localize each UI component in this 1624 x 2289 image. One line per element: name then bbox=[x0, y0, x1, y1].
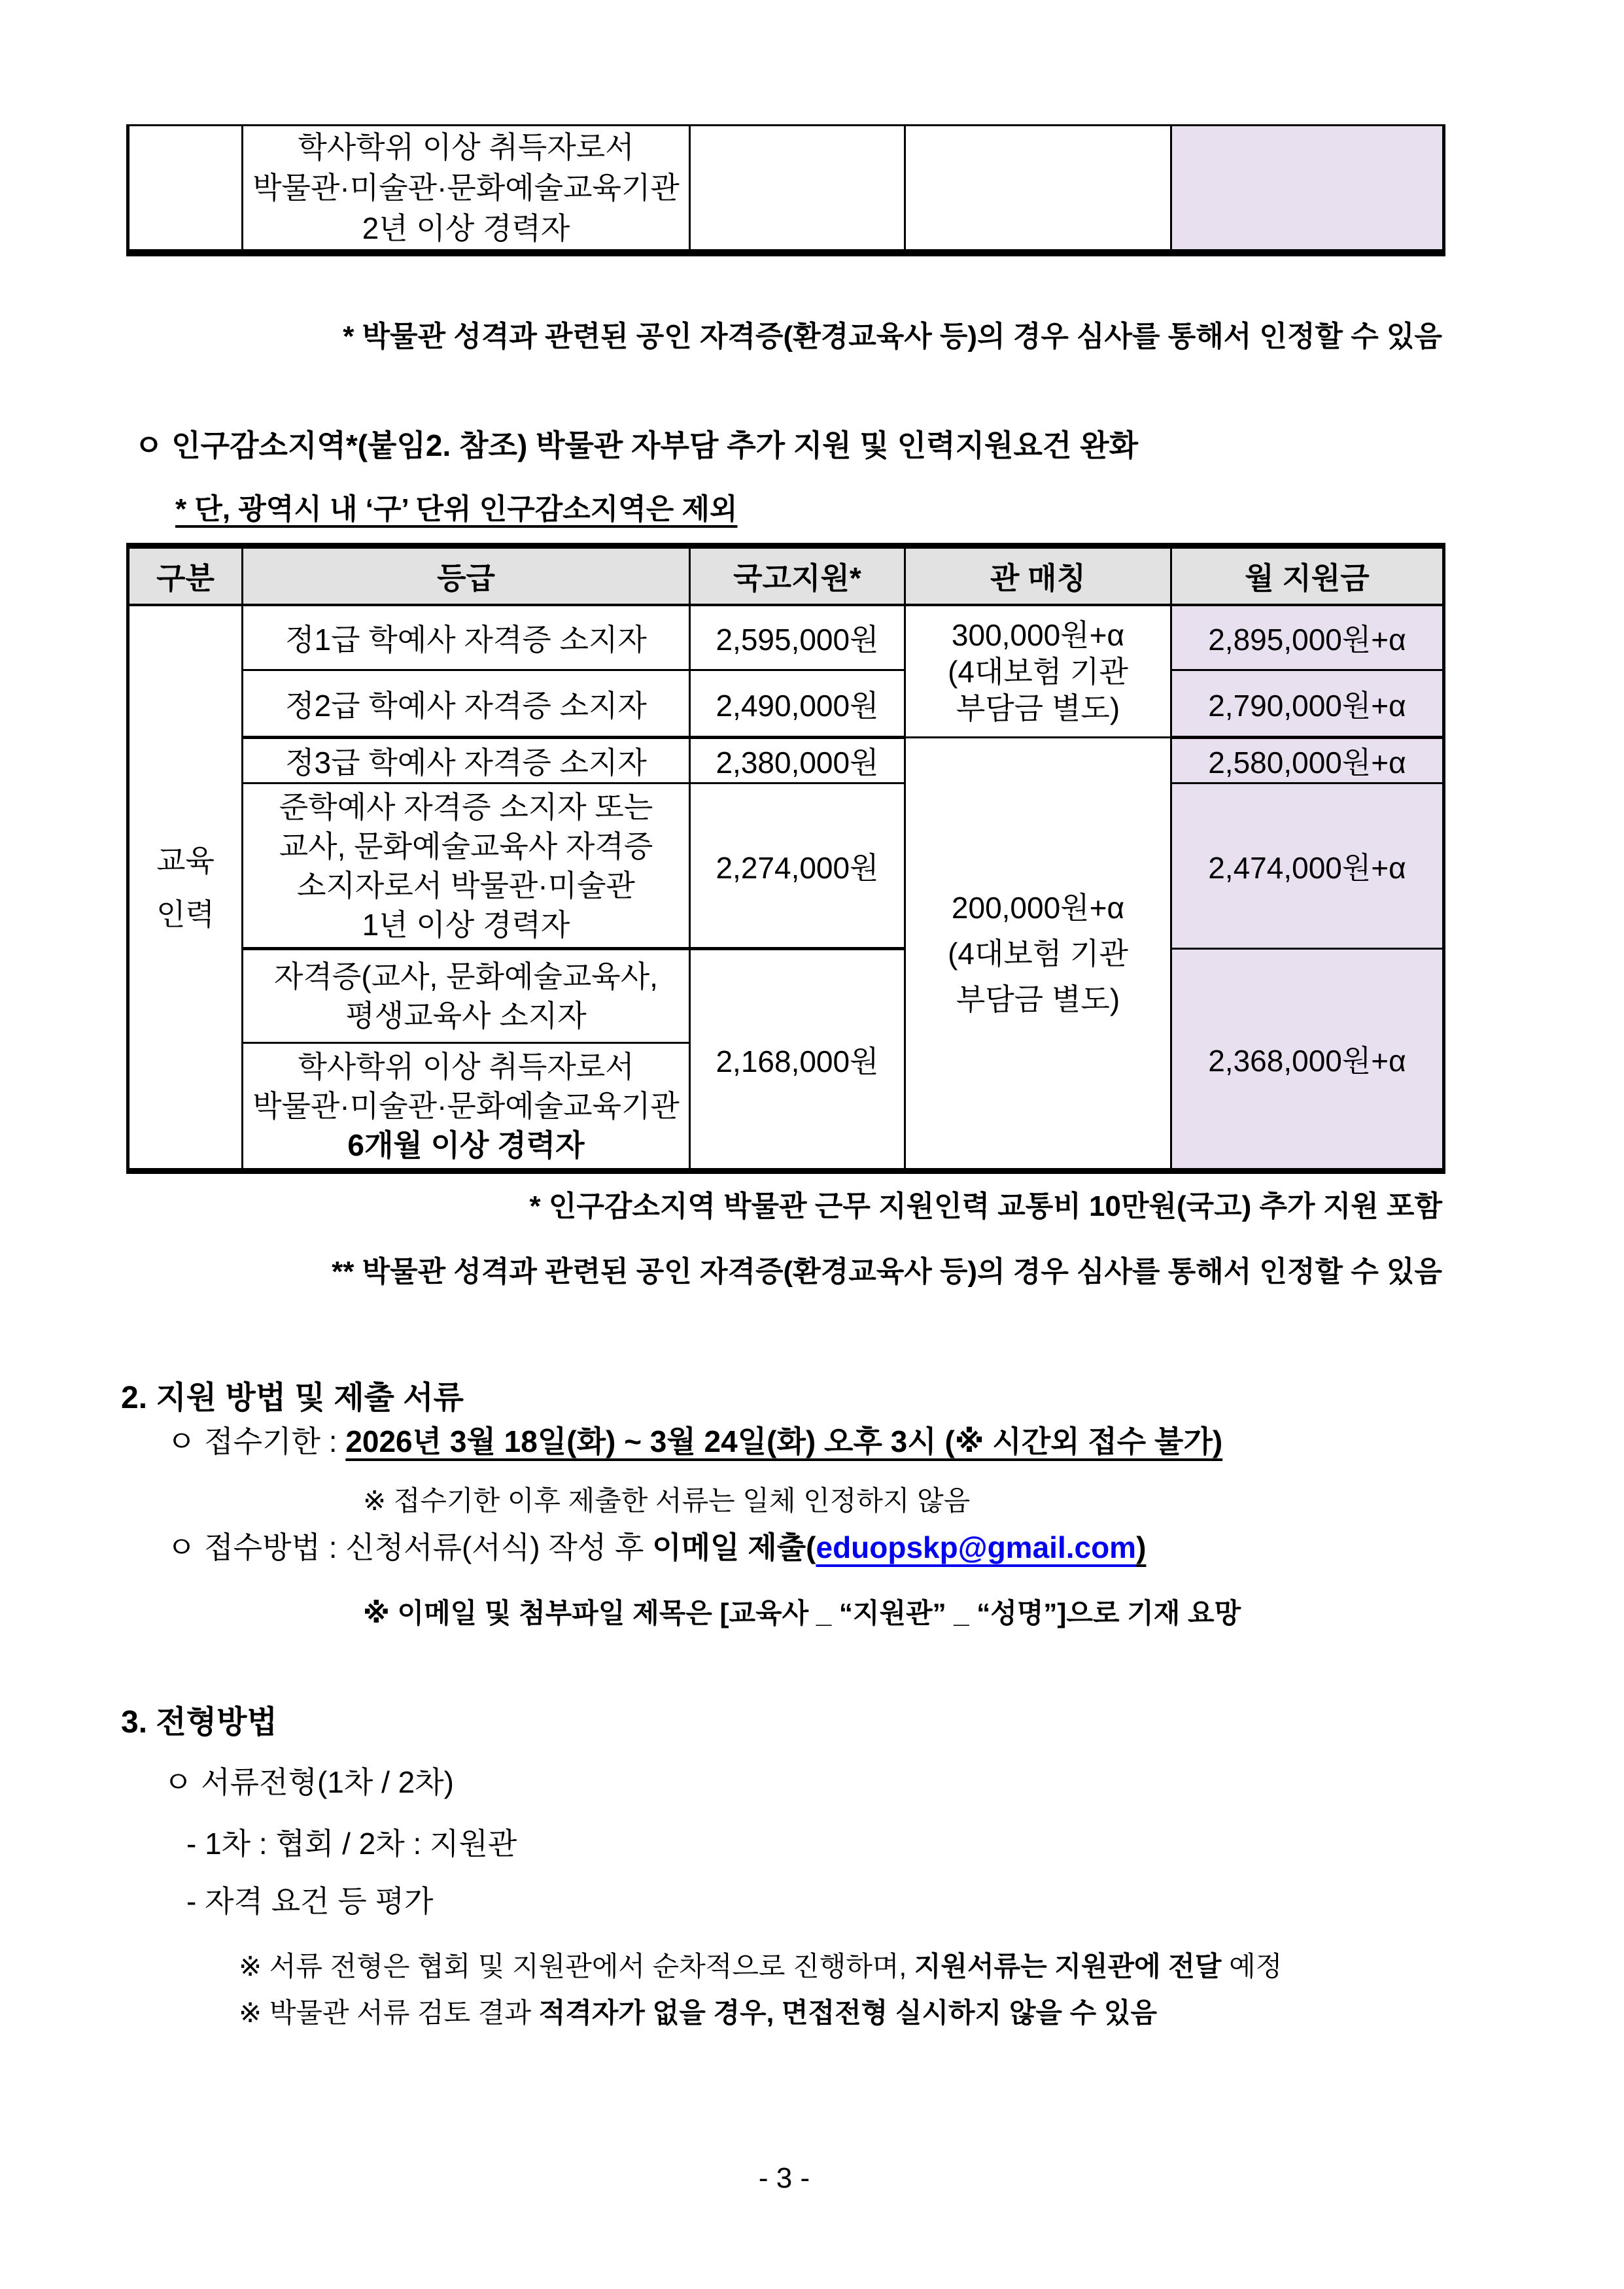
fragment-cell-monthly bbox=[1171, 126, 1444, 253]
method-close-paren: ) bbox=[1136, 1530, 1147, 1564]
table-row bbox=[128, 670, 1444, 738]
deadline-note: ※ 접수기한 이후 제출한 서류는 일체 인정하지 않음 bbox=[363, 1485, 971, 1516]
table-note-2: ** 박물관 성격과 관련된 공인 자격증(환경교육사 등)의 경우 심사를 통해서 인정할 수 있음 bbox=[332, 1256, 1442, 1288]
fragment-cell-grade bbox=[243, 126, 690, 253]
fragment-grade-line: 박물관·미술관·문화예술교육기관 bbox=[252, 171, 680, 205]
cell-grade-4: 준학예사 자격증 소지자 또는 교사, 문화예술교육사 자격증 소지자로서 박물관·미술관 1년 이상 경력자 bbox=[243, 783, 690, 949]
cell-gov-5-6: 2,168,000원 bbox=[690, 949, 905, 1171]
deadline-line bbox=[167, 1418, 1222, 1461]
fragment-grade-line: 학사학위 이상 취득자로서 bbox=[298, 130, 634, 164]
cell-grade-3: 정3급 학예사 자격증 소지자 bbox=[243, 738, 690, 783]
deadline-label: ㅇ 접수기한 : bbox=[167, 1424, 346, 1458]
table-note-1: * 인구감소지역 박물관 근무 지원인력 교통비 10만원(국고) 추가 지원 포함 bbox=[529, 1190, 1442, 1222]
cell-grade-6: 학사학위 이상 취득자로서 박물관·미술관·문화예술교육기관 6개월 이상 경력자 bbox=[243, 1043, 690, 1171]
fragment-cell-gov bbox=[690, 126, 905, 253]
cell-category-education: 교육 인력 bbox=[128, 605, 243, 1171]
section3-item-document-screening: ㅇ 서류전형(1차 / 2차) bbox=[164, 1765, 454, 1799]
population-section-subnote: * 단, 광역시 내 ‘구’ 단위 인구감소지역은 제외 bbox=[175, 493, 738, 525]
table-row bbox=[128, 783, 1444, 949]
cell-monthly-3: 2,580,000원+α bbox=[1171, 738, 1444, 783]
section3-item-evaluation: - 자격 요건 등 평가 bbox=[186, 1884, 434, 1918]
header-grade: 등급 bbox=[243, 546, 690, 606]
section2-title: 2. 지원 방법 및 제출 서류 bbox=[121, 1381, 464, 1415]
deadline-value: 2026년 3월 18일(화) ~ 3월 24일(화) 오후 3시 (※ 시간외 접수 불가) bbox=[345, 1424, 1223, 1458]
section3-title: 3. 전형방법 bbox=[121, 1705, 277, 1740]
fragment-cell-matching bbox=[905, 126, 1171, 253]
cell-grade-2: 정2급 학예사 자격증 소지자 bbox=[243, 670, 690, 738]
cell-monthly-4: 2,474,000원+α bbox=[1171, 783, 1444, 949]
fragment-row bbox=[128, 126, 1444, 253]
method-line bbox=[167, 1524, 1146, 1567]
method-label: ㅇ 접수방법 : 신청서류(서식) 작성 후 bbox=[167, 1530, 653, 1564]
cell-monthly-2: 2,790,000원+α bbox=[1171, 670, 1444, 738]
cell-matching-rows-3-6: 200,000원+α (4대보험 기관 부담금 별도) bbox=[905, 738, 1171, 1171]
cell-monthly-1: 2,895,000원+α bbox=[1171, 605, 1444, 670]
fragment-grade-line: 2년 이상 경력자 bbox=[362, 211, 570, 245]
fragment-cell-category bbox=[128, 126, 243, 253]
table-row bbox=[128, 949, 1444, 1043]
method-note: ※ 이메일 및 첨부파일 제목은 [교육사 _ “지원관” _ “성명”]으로 기재 요망 bbox=[363, 1598, 1241, 1628]
cell-gov-2: 2,490,000원 bbox=[690, 670, 905, 738]
cell-gov-4: 2,274,000원 bbox=[690, 783, 905, 949]
cell-gov-3: 2,380,000원 bbox=[690, 738, 905, 783]
table-row bbox=[128, 738, 1444, 783]
top-table-fragment bbox=[126, 124, 1445, 256]
header-matching: 관 매칭 bbox=[905, 546, 1171, 606]
page-number: - 3 - bbox=[758, 2162, 810, 2194]
support-table-header-row bbox=[128, 546, 1444, 606]
header-gubun: 구분 bbox=[128, 546, 243, 606]
cell-gov-1: 2,595,000원 bbox=[690, 605, 905, 670]
cell-matching-rows-1-2: 300,000원+α (4대보험 기관 부담금 별도) bbox=[905, 605, 1171, 738]
section3-item-stages: - 1차 : 협회 / 2차 : 지원관 bbox=[186, 1827, 517, 1861]
header-gov-support: 국고지원* bbox=[690, 546, 905, 606]
method-bold: 이메일 제출( bbox=[652, 1530, 816, 1564]
cell-monthly-5-6: 2,368,000원+α bbox=[1171, 949, 1444, 1171]
email-link[interactable]: eduopskp@gmail.com bbox=[816, 1530, 1137, 1564]
section3-note-1: ※ 서류 전형은 협회 및 지원관에서 순차적으로 진행하며, 지원서류는 지원관에 전달 예정 bbox=[239, 1951, 1283, 1982]
fragment-note: * 박물관 성격과 관련된 공인 자격증(환경교육사 등)의 경우 심사를 통해서 인정할 수 있음 bbox=[343, 320, 1442, 353]
support-table bbox=[126, 543, 1445, 1174]
table-row bbox=[128, 605, 1444, 670]
section3-note-2: ※ 박물관 서류 검토 결과 적격자가 없을 경우, 면접전형 실시하지 않을 수 있음 bbox=[239, 1997, 1158, 2028]
cell-grade-1: 정1급 학예사 자격증 소지자 bbox=[243, 605, 690, 670]
cell-grade-5: 자격증(교사, 문화예술교육사, 평생교육사 소지자 bbox=[243, 949, 690, 1043]
population-section-title: ㅇ 인구감소지역*(붙임2. 참조) 박물관 자부담 추가 지원 및 인력지원요건 완화 bbox=[134, 428, 1139, 462]
header-monthly: 월 지원금 bbox=[1171, 546, 1444, 606]
